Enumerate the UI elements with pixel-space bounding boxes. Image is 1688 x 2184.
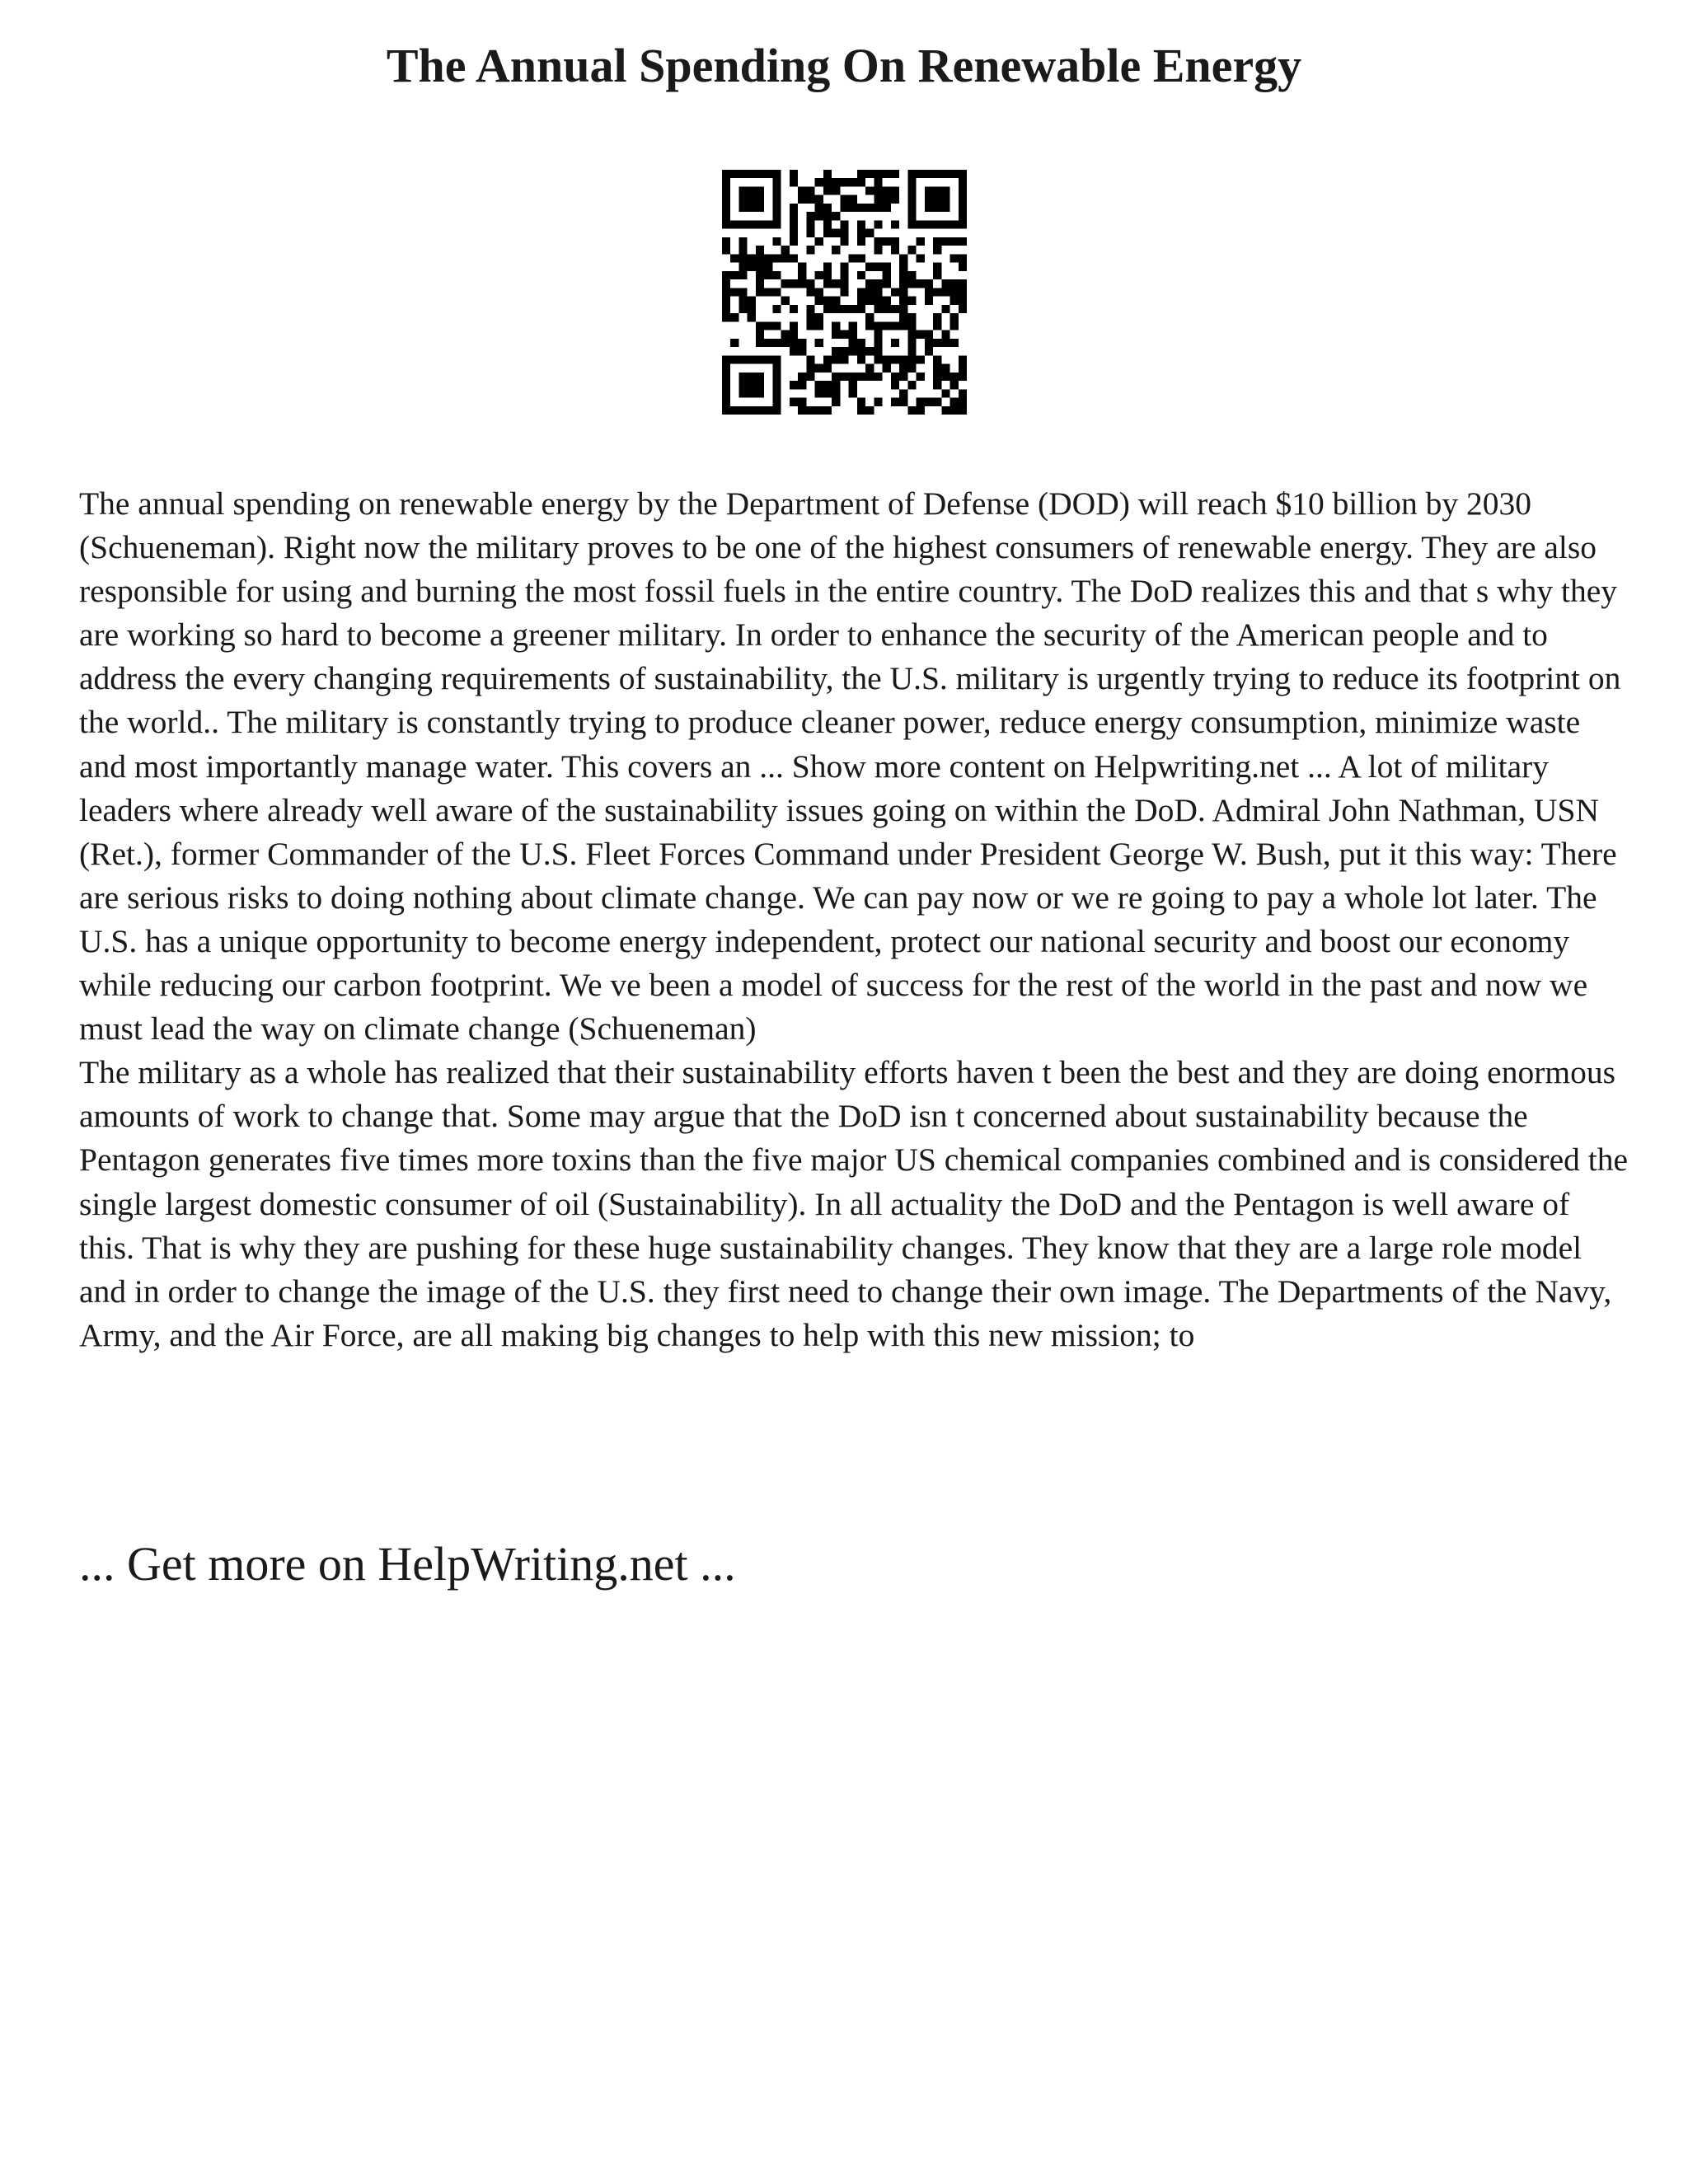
page-title: The Annual Spending On Renewable Energy	[386, 39, 1302, 92]
article-body	[79, 482, 1629, 1357]
article-paragraph: The military as a whole has realized that their sustainability efforts haven t been the best and they are doing enormous amounts of work to change that. Some may argue that the DoD isn t concerned about sustainability because the Pentagon generates five times more toxins than the five major US chemical companies combined and is considered the single largest domestic consumer of oil (Sustainability). In all actuality the DoD and the Pentagon is well aware of this. That is why they are pushing for these huge sustainability changes. They know that they are a large role model and in order to change the image of the U.S. they first need to change their own image. The Departments of the Navy, Army, and the Air Force, are all making big changes to help with this new mission; to	[79, 1054, 1628, 1353]
qr-code-icon[interactable]	[722, 170, 967, 415]
article-paragraph: The annual spending on renewable energy by the Department of Defense (DOD) will reach $10 billion by 2030 (Schueneman). Right now the military proves to be one of the highest consumers of renewable energy. They are also responsible for using and burning the most fossil fuels in the entire country. The DoD realizes this and that s why they are working so hard to become a greener military. In order to enhance the security of the American people and to address the every changing requirements of sustainability, the U.S. military is urgently trying to reduce its footprint on the world.. The military is constantly trying to produce cleaner power, reduce energy consumption, minimize waste and most importantly manage water. This covers an ... Show more content on Helpwriting.net ... A lot of military leaders where already well aware of the sustainability issues going on within the DoD. Admiral John Nathman, USN (Ret.), former Commander of the U.S. Fleet Forces Command under President George W. Bush, put it this way: There are serious risks to doing nothing about climate change. We can pay now or we re going to pay a whole lot later. The U.S. has a unique opportunity to become energy independent, protect our national security and boost our economy while reducing our carbon footprint. We ve been a model of success for the rest of the world in the past and now we must lead the way on climate change (Schueneman)	[79, 485, 1621, 1047]
get-more-link[interactable]: ... Get more on HelpWriting.net ...	[79, 1537, 736, 1591]
